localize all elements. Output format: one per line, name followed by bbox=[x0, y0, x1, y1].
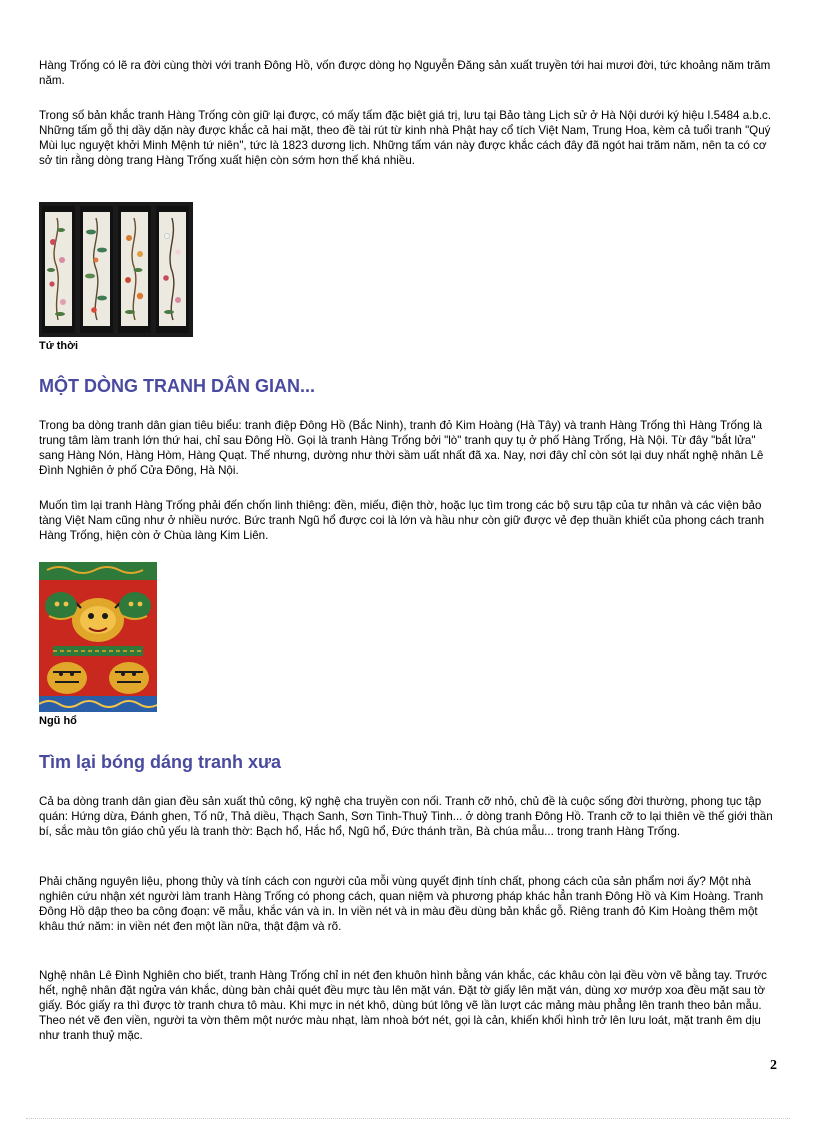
ngu-ho-image bbox=[39, 562, 157, 717]
section-heading-dong-tranh: MỘT DÒNG TRANH DÂN GIAN... bbox=[39, 376, 315, 396]
right-tiger bbox=[119, 592, 151, 620]
bottom-left-tiger bbox=[47, 662, 87, 694]
section-heading-tim-lai: Tìm lại bóng dáng tranh xưa bbox=[39, 752, 282, 772]
left-tiger bbox=[45, 592, 77, 620]
paragraph-origin: Hàng Trống có lẽ ra đời cùng thời với tranh Đông Hồ, vốn được dòng họ Nguyễn Đăng sản xuất truyền tới hai mươi đời, tức khoảng năm trăm năm. bbox=[39, 59, 771, 87]
central-tiger bbox=[72, 598, 124, 642]
scroll-panel-4 bbox=[156, 206, 189, 333]
ngu-ho-caption: Ngũ hổ bbox=[39, 715, 77, 727]
bottom-right-tiger bbox=[109, 662, 149, 694]
scroll-panel-1 bbox=[42, 206, 75, 333]
paragraph-three-lines: Trong ba dòng tranh dân gian tiêu biểu: tranh điệp Đông Hồ (Bắc Ninh), tranh đỏ Kim Hoàng (Hà Tây) và tranh Hàng Trống thì Hàng Trống là trung tâm làm tranh lớn thứ hai, chỉ sau Đông Hồ. Gọi là tranh Hàng Trống bởi "lò" tranh quy tụ ở phố Hàng Trống, Hà Nội. Từ đây "bắt lửa" sang Hàng Nón, Hàng Hòm, Hàng Quạt. Thế nhưng, dường như thời sầm uất nhất đã xa. Nay, nơi đây chỉ còn sót lại duy nhất nghệ nhân Lê Đình Nghiên ở phố Cửa Đông, Hà Nội. bbox=[39, 419, 764, 477]
ngu-ho-illustration bbox=[39, 562, 157, 712]
paragraph-artisan-process: Nghệ nhân Lê Đình Nghiên cho biết, tranh Hàng Trống chỉ in nét đen khuôn hình bằng ván khắc, các khâu còn lại đều vờn vẽ bằng tay. Trước hết, nghệ nhân đặt ngửa ván khắc, dùng bàn chải quét đều mực tàu lên mặt ván. Đặt tờ giấy lên mặt ván, dùng xơ mướp xoa đều mặt sau tờ giấy. Bóc giấy ra thì được tờ tranh chưa tô màu. Khi mực in nét khô, dùng bút lông vẽ lần lượt các mảng màu phẳng lên tranh theo bản mẫu. Theo nét vẽ đen viền, người ta vờn thêm một nước màu nhạt, làm nhoà bớt nét, gọi là cản, khiến khối hình trở lên lưu loát, mặt tranh êm dịu như tranh thuỷ mặc. bbox=[39, 969, 767, 1042]
paragraph-finding-paintings: Muốn tìm lại tranh Hàng Trống phải đến chốn linh thiêng: đền, miếu, điện thờ, hoặc lục tìm trong các bộ sưu tập của tư nhân và các viện bảo tàng Việt Nam cũng như ở nhiều nước. Bức tranh Ngũ hổ được coi là lớn và hầu như còn giữ được vẻ đẹp thuần khiết của phong cách tranh Hàng Trống, hiện còn ở Chùa làng Kim Liên. bbox=[39, 499, 765, 542]
tu-thoi-image bbox=[39, 202, 193, 342]
paragraph-handmade: Cả ba dòng tranh dân gian đều sản xuất thủ công, kỹ nghệ cha truyền con nối. Tranh cỡ nhỏ, chủ đề là cuộc sống đời thường, phong tục tập quán: Hứng dừa, Đánh ghen, Tố nữ, Thả diều, Thạch Sanh, Sơn Tinh-Thuỷ Tinh... ở dòng tranh Đông Hồ. Tranh cỡ to lại thiên về thế giới thần bí, sắc màu tôn giáo chủ yếu là tranh thờ: Bạch hổ, Hắc hổ, Ngũ hổ, Đức thánh trần, Bà chúa mẫu... trong tranh Hàng Trống. bbox=[39, 795, 773, 838]
tu-thoi-caption: Tứ thời bbox=[39, 340, 78, 352]
scroll-panel-2 bbox=[80, 206, 113, 333]
tu-thoi-illustration bbox=[39, 202, 193, 337]
paragraph-materials: Phải chăng nguyên liệu, phong thủy và tính cách con người của mỗi vùng quyết định tính chất, phong cách của sản phẩm nơi ấy? Một nhà nghiên cứu nhận xét người làm tranh Hàng Trống có phong cách, quan niệm và phương pháp khác hẳn tranh Đông Hồ và Kim Hoàng. Tranh Đông Hồ dập theo ba công đoạn: vẽ mẫu, khắc ván và in. In viền nét và in màu đều dùng bản khắc gỗ. Riêng tranh đỏ Kim Hoàng thêm một khâu thứ năm: in viền nét đen một lần nữa, thật đậm và rõ. bbox=[39, 875, 764, 933]
paragraph-woodblocks: Trong số bản khắc tranh Hàng Trống còn giữ lại được, có mấy tấm đặc biệt giá trị, lưu tại Bảo tàng Lịch sử ở Hà Nội dưới ký hiệu I.5484 a.b.c. Những tấm gỗ thị dầy dặn này được khắc cả hai mặt, theo đề tài rút từ kinh nhà Phật hay cổ tích Việt Nam, Trung Hoa, kèm cả tuổi tranh "Quý Mùi lục nguyệt khởi Minh Mệnh tứ niên", tức là 1823 dương lịch. Những tấm ván này được khắc cách đây đã ngót hai trăm năm, nên ta có cơ sở tin rằng dòng trang Hàng Trống xuất hiện còn sớm hơn thế khá nhiều. bbox=[39, 109, 772, 167]
page-number: 2 bbox=[770, 1058, 777, 1073]
scroll-panel-3 bbox=[118, 206, 151, 333]
page-bottom-divider bbox=[26, 1118, 790, 1119]
